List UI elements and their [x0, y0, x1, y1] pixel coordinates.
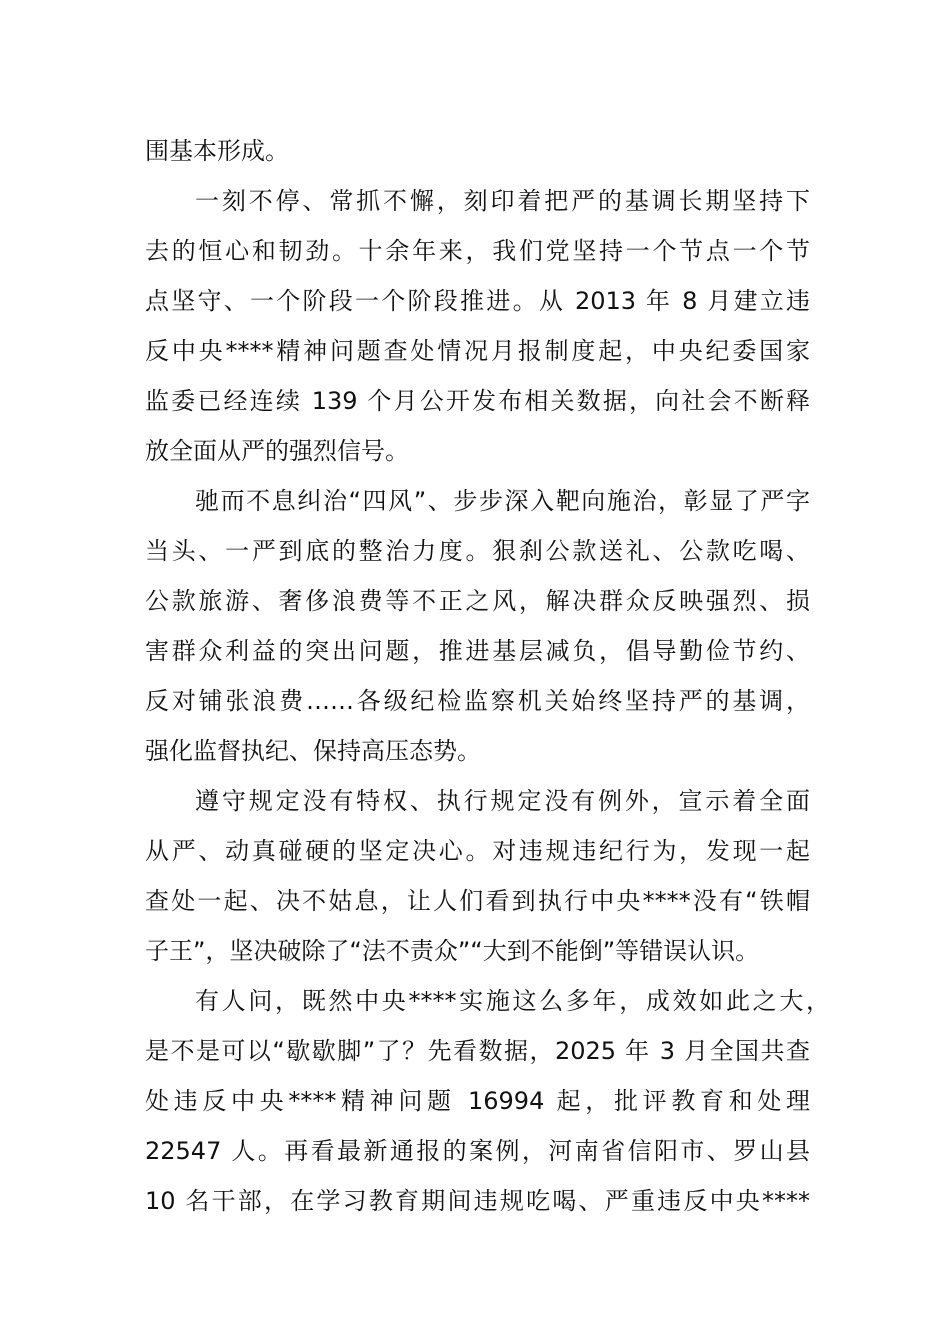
text-line: 10 名干部，在学习教育期间违规吃喝、严重违反中央****: [145, 1187, 810, 1215]
text-line: 遵守规定没有特权、执行规定没有例外，宣示着全面: [195, 787, 810, 815]
text-line: 是不是可以“歇歇脚”了？先看数据，2025 年 3 月全国共查: [145, 1037, 810, 1065]
text-line: 害群众利益的突出问题，推进基层减负，倡导勤俭节约、: [145, 637, 810, 665]
text-line: 查处一起、决不姑息，让人们看到执行中央****没有“铁帽: [145, 887, 810, 915]
text-line: 从严、动真碰硬的坚定决心。对违规违纪行为，发现一起: [145, 837, 810, 865]
text-line: 强化监督执纪、保持高压态势。: [145, 737, 481, 765]
text-line: 22547 人。再看最新通报的案例，河南省信阳市、罗山县: [145, 1137, 810, 1165]
text-line: 有人问，既然中央****实施这么多年，成效如此之大，: [195, 987, 830, 1015]
text-line: 点坚守、一个阶段一个阶段推进。从 2013 年 8 月建立违: [145, 287, 810, 315]
text-line: 驰而不息纠治“四风”、步步深入靶向施治，彰显了严字: [195, 487, 810, 515]
text-line: 子王”，坚决破除了“法不责众”“大到不能倒”等错误认识。: [145, 937, 760, 965]
text-line: 去的恒心和韧劲。十余年来，我们党坚持一个节点一个节: [145, 237, 810, 265]
text-line: 一刻不停、常抓不懈，刻印着把严的基调长期坚持下: [195, 187, 810, 215]
text-line: 反中央****精神问题查处情况月报制度起，中央纪委国家: [145, 337, 810, 365]
text-line: 当头、一严到底的整治力度。狠刹公款送礼、公款吃喝、: [145, 537, 810, 565]
text-line: 反对铺张浪费……各级纪检监察机关始终坚持严的基调，: [145, 687, 810, 715]
text-line: 公款旅游、奢侈浪费等不正之风，解决群众反映强烈、损: [145, 587, 810, 615]
text-line: 监委已经连续 139 个月公开发布相关数据，向社会不断释: [145, 387, 810, 415]
text-line: 围基本形成。: [145, 137, 289, 165]
text-line: 放全面从严的强烈信号。: [145, 437, 409, 465]
text-line: 处违反中央****精神问题 16994 起，批评教育和处理: [145, 1087, 810, 1115]
